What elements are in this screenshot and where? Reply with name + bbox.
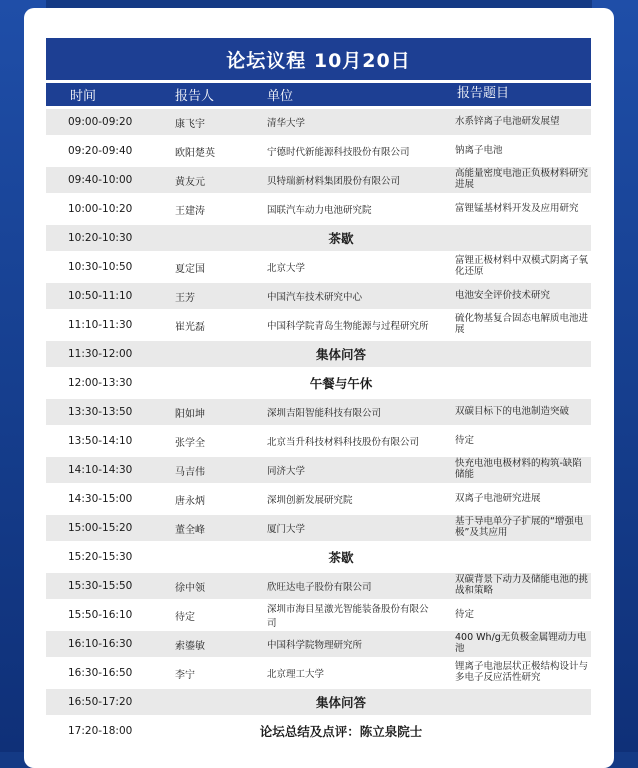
- row-unit: 北京大学: [267, 263, 306, 274]
- row-time: 15:30-15:50: [68, 580, 133, 592]
- row-topic: 基于导电单分子扩展的“增强电极”及其应用: [455, 516, 584, 538]
- table-row: [46, 167, 591, 193]
- table-row: [46, 573, 591, 599]
- break-row: [46, 225, 591, 251]
- table-row: [46, 457, 591, 483]
- agenda-rows: [46, 109, 591, 744]
- table-row: [46, 428, 591, 454]
- row-unit: 深圳吉阳智能科技有限公司: [267, 408, 382, 419]
- row-topic: 待定: [455, 608, 475, 620]
- row-unit: 中国科学院物理研究所: [267, 640, 363, 651]
- row-topic: 钠离子电池: [455, 144, 503, 156]
- row-time: 10:00-10:20: [68, 203, 133, 215]
- row-speaker: 张学全: [175, 437, 205, 449]
- break-row: [46, 718, 591, 744]
- row-unit: 欣旺达电子股份有限公司: [267, 582, 372, 593]
- row-unit: 国联汽车动力电池研究院: [267, 205, 372, 216]
- row-break-label: 集体问答: [315, 695, 366, 710]
- row-time: 10:30-10:50: [68, 261, 133, 273]
- row-speaker: 唐永炳: [175, 495, 205, 507]
- row-topic: 电池安全评价技术研究: [455, 289, 551, 301]
- table-row: [46, 660, 591, 686]
- table-row: [46, 254, 591, 280]
- row-speaker: 索鎏敏: [175, 640, 205, 652]
- row-time: 14:30-15:00: [68, 493, 133, 505]
- row-unit: 深圳市海目星激光智能装备股份有限公司: [267, 604, 429, 629]
- table-row: [46, 196, 591, 222]
- row-time: 09:40-10:00: [68, 174, 133, 186]
- row-unit: 同济大学: [267, 466, 306, 477]
- break-row: [46, 689, 591, 715]
- table-row: [46, 312, 591, 338]
- row-unit: 厦门大学: [267, 524, 306, 535]
- row-time: 10:20-10:30: [68, 232, 133, 244]
- row-topic: 高能量密度电池正负极材料研究进展: [455, 168, 589, 190]
- row-unit: 中国汽车技术研究中心: [267, 292, 363, 303]
- row-speaker: 夏定国: [175, 263, 205, 275]
- row-speaker: 黄友元: [175, 176, 205, 188]
- row-time: 16:30-16:50: [68, 667, 133, 679]
- row-topic: 双碳目标下的电池制造突破: [455, 405, 570, 417]
- row-topic: 双碳背景下动力及储能电池的挑战和策略: [455, 574, 589, 596]
- row-topic: 锂离子电池层状正极结构设计与多电子反应活性研究: [455, 661, 589, 683]
- row-speaker: 徐中领: [175, 582, 205, 594]
- row-unit: 北京理工大学: [267, 669, 325, 680]
- row-time: 15:00-15:20: [68, 522, 133, 534]
- row-time: 11:30-12:00: [68, 348, 133, 360]
- row-time: 17:20-18:00: [68, 725, 133, 737]
- header-topic: 报告题目: [457, 86, 510, 102]
- row-speaker: 王芳: [175, 292, 195, 304]
- row-topic: 水系锌离子电池研发展望: [455, 115, 560, 127]
- table-header: [46, 83, 591, 106]
- table-row: [46, 109, 591, 135]
- row-topic: 400 Wh/g无负极金属锂动力电池: [455, 632, 587, 654]
- row-break-label: 集体问答: [315, 347, 366, 362]
- row-speaker: 马吉伟: [175, 466, 205, 478]
- row-time: 10:50-11:10: [68, 290, 133, 302]
- row-time: 16:10-16:30: [68, 638, 133, 650]
- row-break-label: 午餐与午休: [309, 376, 373, 391]
- row-unit: 深圳创新发展研究院: [267, 495, 353, 506]
- row-topic: 硫化物基复合固态电解质电池进展: [455, 313, 589, 335]
- row-speaker: 康飞宇: [175, 118, 205, 130]
- break-row: [46, 341, 591, 367]
- row-time: 15:50-16:10: [68, 609, 133, 621]
- row-break-label: 茶歇: [328, 550, 354, 565]
- row-time: 16:50-17:20: [68, 696, 133, 708]
- row-topic: 待定: [455, 434, 475, 446]
- table-row: [46, 283, 591, 309]
- row-topic: 富锂正极材料中双模式阴离子氧化还原: [455, 255, 589, 277]
- header-time: 时间: [70, 89, 97, 104]
- row-time: 09:00-09:20: [68, 116, 133, 128]
- row-time: 13:30-13:50: [68, 406, 133, 418]
- row-topic: 快充电池电极材料的构筑-缺陷储能: [455, 458, 582, 480]
- row-unit: 宁德时代新能源科技股份有限公司: [267, 147, 410, 158]
- row-time: 12:00-13:30: [68, 377, 133, 389]
- row-break-label: 论坛总结及点评：陈立泉院士: [259, 724, 423, 739]
- row-speaker: 董全峰: [175, 524, 205, 536]
- agenda-table: [46, 38, 591, 744]
- row-time: 09:20-09:40: [68, 145, 133, 157]
- row-unit: 清华大学: [267, 118, 306, 129]
- row-time: 13:50-14:10: [68, 435, 133, 447]
- row-speaker: 欧阳楚英: [175, 147, 215, 159]
- row-speaker: 王建涛: [175, 205, 205, 217]
- header-speaker: 报告人: [175, 89, 215, 104]
- table-row: [46, 515, 591, 541]
- break-row: [46, 370, 591, 396]
- row-time: 11:10-11:30: [68, 319, 133, 331]
- table-row: [46, 486, 591, 512]
- row-time: 14:10-14:30: [68, 464, 133, 476]
- row-time: 15:20-15:30: [68, 551, 133, 563]
- row-speaker: 阳如坤: [175, 408, 205, 420]
- agenda-title: 论坛议程 10月20日: [46, 38, 591, 80]
- row-unit: 中国科学院青岛生物能源与过程研究所: [267, 321, 429, 332]
- table-row: [46, 631, 591, 657]
- row-topic: 富锂锰基材料开发及应用研究: [455, 202, 579, 214]
- row-break-label: 茶歇: [328, 231, 354, 246]
- table-row: [46, 138, 591, 164]
- row-unit: 北京当升科技材料科技股份有限公司: [267, 437, 420, 448]
- header-unit: 单位: [267, 89, 294, 104]
- row-speaker: 李宁: [175, 669, 195, 681]
- row-speaker: 崔光磊: [175, 321, 205, 333]
- break-row: [46, 544, 591, 570]
- table-row: [46, 399, 591, 425]
- table-row: [46, 602, 591, 628]
- row-unit: 贝特瑞新材料集团股份有限公司: [267, 176, 401, 187]
- row-speaker: 待定: [175, 611, 195, 623]
- row-topic: 双离子电池研究进展: [455, 492, 541, 504]
